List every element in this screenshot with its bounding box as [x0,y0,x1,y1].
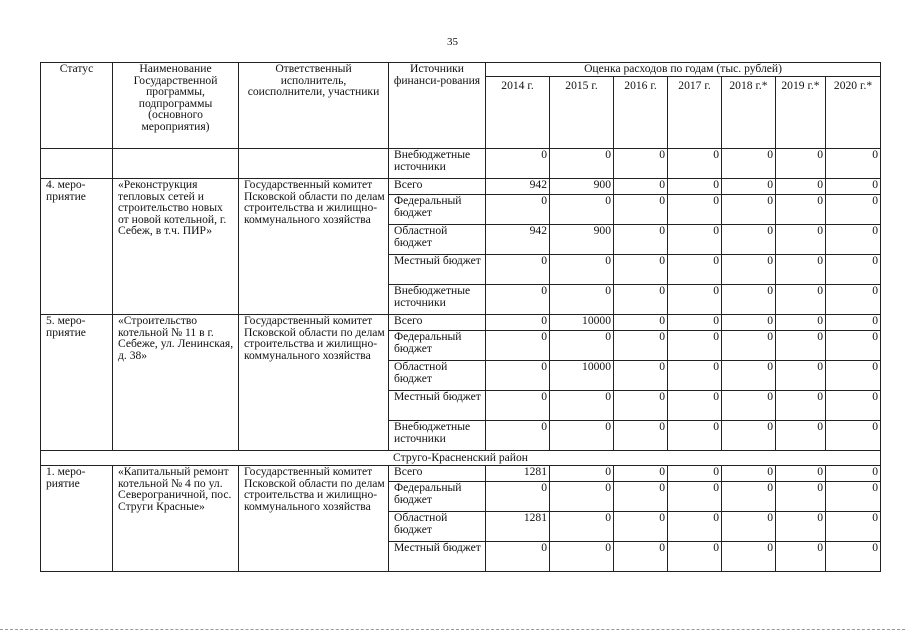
source-cell: Федеральный бюджет [389,482,486,512]
value-cell: 0 [776,255,826,285]
value-cell: 0 [722,361,776,391]
value-cell: 0 [776,466,826,482]
value-cell: 0 [668,466,722,482]
value-cell: 0 [668,255,722,285]
value-cell: 0 [668,179,722,195]
value-cell: 0 [668,195,722,225]
value-cell: 0 [550,195,614,225]
source-cell: Местный бюджет [389,542,486,572]
value-cell: 1281 [486,466,550,482]
value-cell: 0 [550,255,614,285]
value-cell: 0 [550,466,614,482]
value-cell: 0 [776,315,826,331]
value-cell: 0 [668,512,722,542]
table-row [41,149,881,179]
responsible-cell: Государственный комитет Псковской области по делам строительства и жилищно-коммунального хозяйства [239,466,389,572]
header-year: 2015 г. [550,77,614,149]
value-cell: 900 [550,225,614,255]
value-cell: 0 [722,179,776,195]
value-cell: 0 [550,391,614,421]
value-cell: 0 [614,421,668,451]
header-costs: Оценка расходов по годам (тыс. рублей) [486,63,881,77]
value-cell: 0 [486,149,550,179]
value-cell: 0 [668,315,722,331]
value-cell: 0 [486,331,550,361]
value-cell: 0 [486,285,550,315]
table-body [41,149,881,572]
source-cell: Местный бюджет [389,391,486,421]
value-cell: 0 [614,542,668,572]
value-cell: 0 [722,225,776,255]
value-cell: 0 [722,512,776,542]
value-cell: 0 [550,512,614,542]
value-cell: 0 [550,542,614,572]
status-cell [41,149,113,179]
value-cell: 0 [826,285,881,315]
value-cell: 0 [722,285,776,315]
value-cell: 0 [776,225,826,255]
value-cell: 0 [614,391,668,421]
value-cell: 0 [826,149,881,179]
value-cell: 0 [614,179,668,195]
value-cell: 0 [614,195,668,225]
page-number: 35 [447,36,458,48]
value-cell: 0 [722,331,776,361]
header-year: 2020 г.* [826,77,881,149]
value-cell: 0 [614,285,668,315]
name-cell [113,149,239,179]
value-cell: 0 [722,542,776,572]
name-cell: «Строительство котельной № 11 в г. Себеже, ул. Ленинская, д. 38» [113,315,239,451]
value-cell: 0 [826,542,881,572]
value-cell: 0 [486,542,550,572]
region-row [41,451,881,466]
value-cell: 0 [826,482,881,512]
value-cell: 0 [826,466,881,482]
value-cell: 942 [486,179,550,195]
value-cell: 0 [486,361,550,391]
header-name: Наименование Государственной программы, подпрограммы (основного мероприятия) [113,63,239,149]
status-cell: 1. меро-риятие [41,466,113,572]
header-year: 2014 г. [486,77,550,149]
value-cell: 0 [668,225,722,255]
header-year: 2019 г.* [776,77,826,149]
source-cell: Внебюджетные источники [389,285,486,315]
header-year: 2018 г.* [722,77,776,149]
value-cell: 0 [776,391,826,421]
value-cell: 10000 [550,361,614,391]
value-cell: 0 [722,255,776,285]
value-cell: 0 [722,391,776,421]
source-cell: Всего [389,179,486,195]
source-cell: Местный бюджет [389,255,486,285]
value-cell: 0 [614,482,668,512]
value-cell: 0 [722,466,776,482]
source-cell: Федеральный бюджет [389,195,486,225]
value-cell: 0 [776,285,826,315]
value-cell: 0 [826,361,881,391]
header-responsible: Ответственный исполнитель, соисполнители, участники [239,63,389,149]
value-cell: 0 [826,225,881,255]
value-cell: 0 [776,482,826,512]
value-cell: 0 [550,421,614,451]
value-cell: 0 [668,149,722,179]
value-cell: 0 [614,331,668,361]
value-cell: 0 [776,179,826,195]
value-cell: 0 [614,361,668,391]
value-cell: 0 [486,255,550,285]
value-cell: 0 [826,195,881,225]
value-cell: 0 [776,361,826,391]
value-cell: 0 [668,285,722,315]
value-cell: 0 [668,391,722,421]
value-cell: 0 [614,255,668,285]
source-cell: Областной бюджет [389,361,486,391]
value-cell: 0 [776,149,826,179]
value-cell: 942 [486,225,550,255]
header-year: 2016 г. [614,77,668,149]
value-cell: 0 [722,421,776,451]
value-cell: 0 [826,255,881,285]
table-row [41,466,881,482]
header-year: 2017 г. [668,77,722,149]
value-cell: 10000 [550,315,614,331]
responsible-cell: Государственный комитет Псковской области по делам строительства и жилищно-коммунального хозяйства [239,179,389,315]
budget-table [40,62,881,572]
value-cell: 0 [826,512,881,542]
region-heading: Струго-Красненский район [41,451,881,466]
source-cell: Федеральный бюджет [389,331,486,361]
value-cell: 0 [614,466,668,482]
value-cell: 0 [614,149,668,179]
source-cell: Всего [389,315,486,331]
value-cell: 0 [722,315,776,331]
status-cell: 4. меро-приятие [41,179,113,315]
value-cell: 0 [668,421,722,451]
value-cell: 0 [486,391,550,421]
value-cell: 0 [550,149,614,179]
value-cell: 0 [486,195,550,225]
source-cell: Внебюджетные источники [389,421,486,451]
value-cell: 0 [486,315,550,331]
value-cell: 0 [668,542,722,572]
value-cell: 0 [826,391,881,421]
value-cell: 0 [668,482,722,512]
value-cell: 0 [776,542,826,572]
table-row [41,315,881,331]
source-cell: Областной бюджет [389,225,486,255]
responsible-cell [239,149,389,179]
responsible-cell: Государственный комитет Псковской области по делам строительства и жилищно-коммунального хозяйства [239,315,389,451]
value-cell: 0 [722,195,776,225]
value-cell: 0 [668,361,722,391]
value-cell: 0 [776,195,826,225]
value-cell: 0 [776,512,826,542]
source-cell: Всего [389,466,486,482]
value-cell: 0 [668,331,722,361]
value-cell: 0 [614,225,668,255]
value-cell: 0 [722,149,776,179]
value-cell: 0 [776,421,826,451]
value-cell: 0 [722,482,776,512]
table-row [41,179,881,195]
value-cell: 0 [614,512,668,542]
value-cell: 0 [550,482,614,512]
value-cell: 0 [550,331,614,361]
header-sources: Источники финанси-рования [389,63,486,149]
value-cell: 0 [826,331,881,361]
value-cell: 0 [486,421,550,451]
status-cell: 5. меро-приятие [41,315,113,451]
value-cell: 1281 [486,512,550,542]
value-cell: 0 [776,331,826,361]
value-cell: 0 [486,482,550,512]
name-cell: «Реконструкция тепловых сетей и строительство новых от новой котельной, г. Себеж, в т.ч. ПИР» [113,179,239,315]
value-cell: 0 [826,179,881,195]
value-cell: 0 [550,285,614,315]
source-cell: Областной бюджет [389,512,486,542]
source-cell: Внебюджетные источники [389,149,486,179]
header-status: Статус [41,63,113,149]
page-edge-divider [0,629,905,630]
value-cell: 0 [826,421,881,451]
value-cell: 0 [826,315,881,331]
value-cell: 0 [614,315,668,331]
value-cell: 900 [550,179,614,195]
name-cell: «Капитальный ремонт котельной № 4 по ул. Северограничной, пос. Струги Красные» [113,466,239,572]
